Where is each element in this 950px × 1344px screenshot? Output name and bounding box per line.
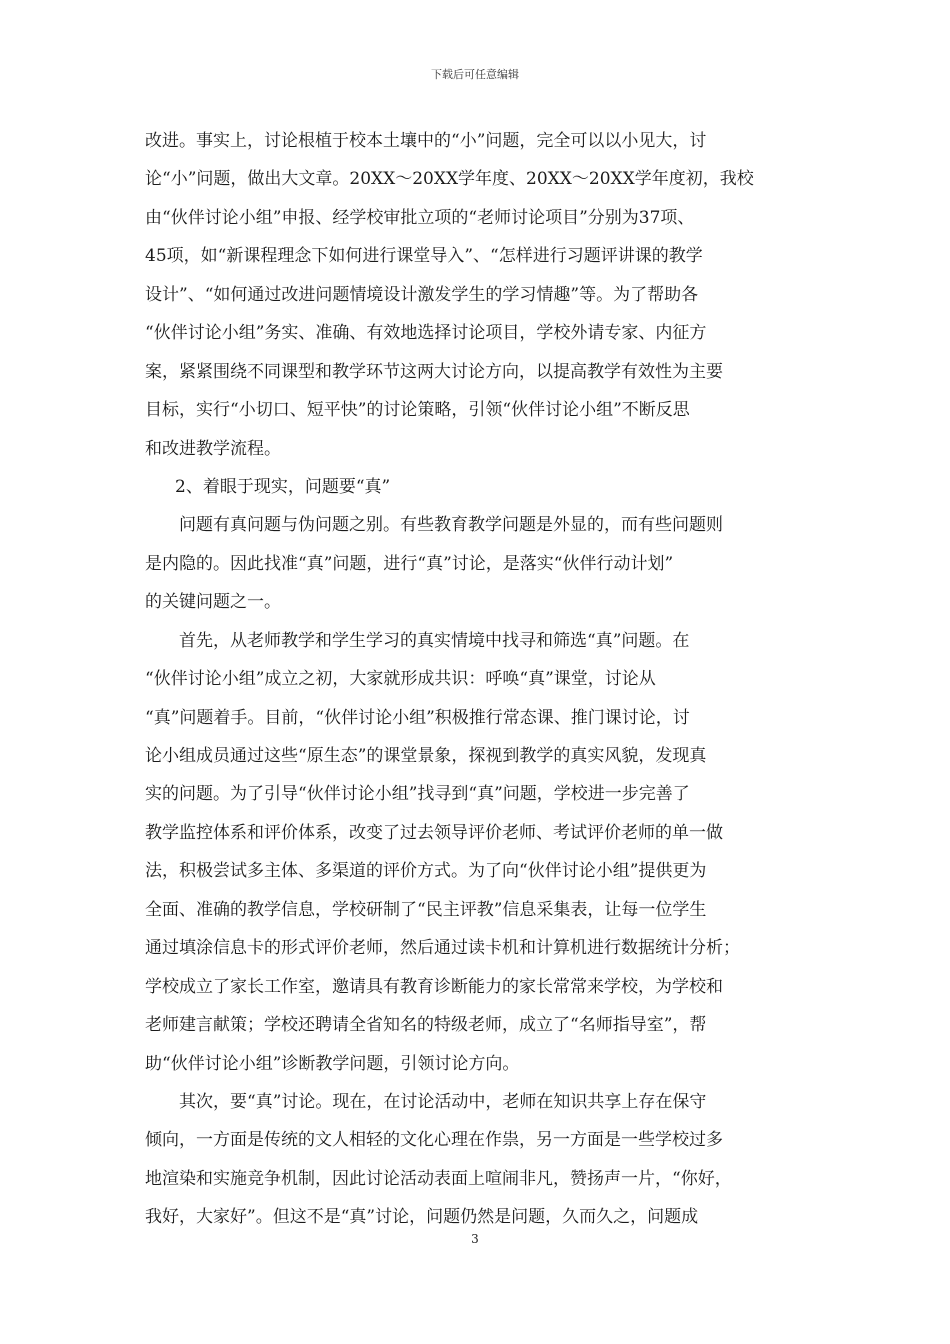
text-line: 助“伙伴讨论小组”诊断教学问题，引领讨论方向。: [145, 1053, 520, 1074]
text-line: “真”问题着手。目前，“伙伴讨论小组”积极推行常态课、推门课讨论，讨: [145, 707, 690, 728]
heading-text: 2、着眼于现实，问题要“真”: [175, 476, 391, 497]
text-line: 论小组成员通过这些“原生态”的课堂景象，探视到教学的真实风貌，发现真: [145, 746, 707, 766]
text-line: 问题有真问题与伪问题之别。有些教育教学问题是外显的，而有些问题则: [179, 515, 723, 536]
text-line: 案，紧紧围绕不同课型和教学环节这两大讨论方向，以提高教学有效性为主要: [145, 361, 723, 382]
section-heading: [145, 468, 810, 506]
paragraph: [145, 1083, 810, 1237]
text-line: 设计”、“如何通过改进问题情境设计激发学生的学习情趣”等。为了帮助各: [145, 284, 699, 305]
page-number: 3: [471, 1232, 479, 1246]
text-line: 法，积极尝试多主体、多渠道的评价方式。为了向“伙伴讨论小组”提供更为: [145, 861, 707, 882]
text-line: 首先，从老师教学和学生学习的真实情境中找寻和筛选“真”问题。在: [179, 630, 690, 651]
text-line: 由“伙伴讨论小组”申报、经学校审批立项的“老师讨论项目”分别为37项、: [145, 207, 695, 228]
text-line: 和改进教学流程。: [145, 438, 281, 459]
text-line: 目标，实行“小切口、短平快”的讨论策略，引领“伙伴讨论小组”不断反思: [145, 400, 690, 421]
text-line: 倾向，一方面是传统的文人相轻的文化心理在作祟，另一方面是一些学校过多: [145, 1130, 723, 1151]
text-line: 的关键问题之一。: [145, 592, 281, 613]
text-line: 论“小”问题，做出大文章。20XX～20XX学年度、20XX～20XX学年度初，我校: [145, 169, 754, 190]
text-line: 地渲染和实施竞争机制，因此讨论活动表面上喧闹非凡，赞扬声一片，“你好，: [145, 1168, 732, 1189]
text-line: 我好，大家好”。但这不是“真”讨论，问题仍然是问题，久而久之，问题成: [145, 1207, 699, 1228]
text-line: 老师建言献策；学校还聘请全省知名的特级老师，成立了“名师指导室”，帮: [145, 1015, 707, 1036]
text-line: 教学监控体系和评价体系，改变了过去领导评价老师、考试评价老师的单一做: [145, 822, 723, 843]
text-line: 全面、准确的教学信息，学校研制了“民主评教”信息采集表，让每一位学生: [145, 899, 707, 920]
document-body: [145, 122, 810, 1237]
text-line: “伙伴讨论小组”成立之初，大家就形成共识：呼唤“真”课堂，讨论从: [145, 669, 656, 690]
paragraph: [145, 506, 810, 621]
text-line: 其次，要“真”讨论。现在，在讨论活动中，老师在知识共享上存在保守: [179, 1091, 707, 1112]
text-line: 是内隐的。因此找准“真”问题，进行“真”讨论，是落实“伙伴行动计划”: [145, 553, 674, 574]
text-line: 改进。事实上，讨论根植于校本土壤中的“小”问题，完全可以以小见大，讨: [145, 131, 707, 151]
page-header: 下载后可任意编辑: [431, 68, 519, 81]
text-line: 45项，如“新课程理念下如何进行课堂导入”、“怎样进行习题评讲课的教学: [145, 246, 703, 267]
text-line: “伙伴讨论小组”务实、准确、有效地选择讨论项目，学校外请专家、内征方: [145, 323, 707, 344]
paragraph: [145, 622, 810, 1083]
paragraph: [145, 122, 810, 468]
text-line: 实的问题。为了引导“伙伴讨论小组”找寻到“真”问题，学校进一步完善了: [145, 784, 690, 805]
text-line: 学校成立了家长工作室，邀请具有教育诊断能力的家长常常来学校，为学校和: [145, 976, 723, 997]
text-line: 通过填涂信息卡的形式评价老师，然后通过读卡机和计算机进行数据统计分析；: [145, 938, 740, 959]
